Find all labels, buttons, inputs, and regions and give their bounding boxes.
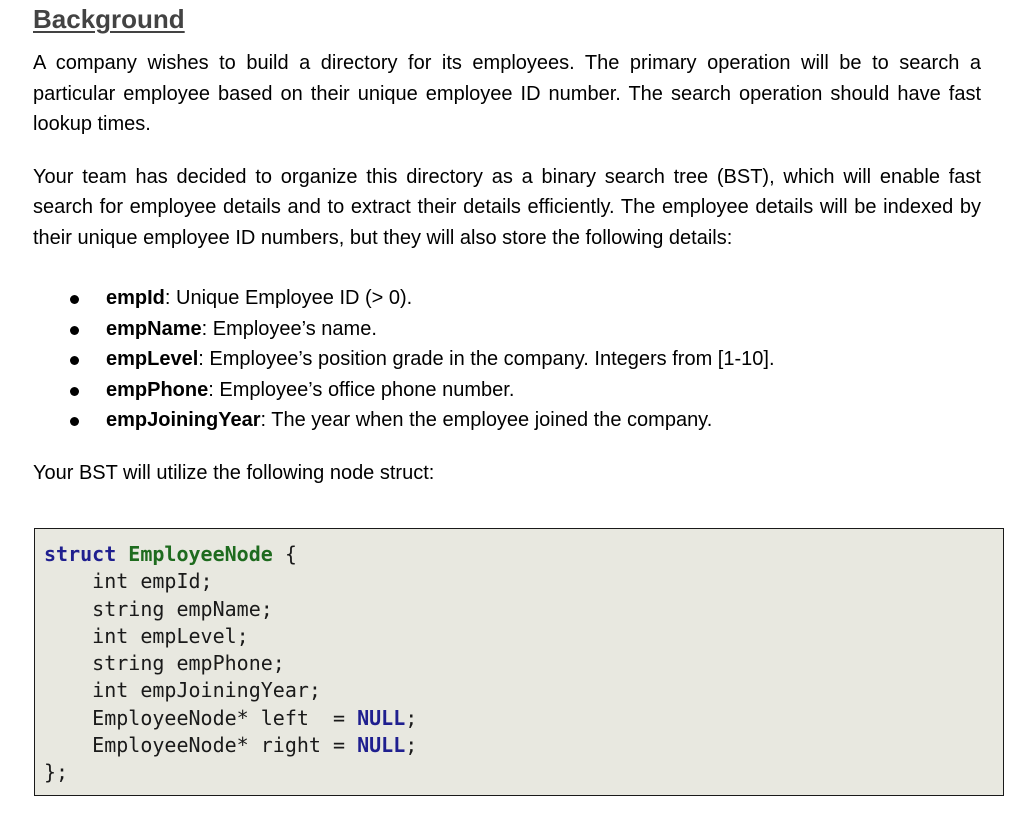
bst-paragraph: Your team has decided to organize this directory as a binary search tree (BST), which will enable fast search for employee details and to extract their details efficiently. The employee details will be indexed by their unique employee ID numbers, but they will also store the following details:	[33, 165, 981, 249]
code-line-right: EmployeeNode* right =	[44, 733, 358, 758]
field-name: empId	[106, 287, 165, 309]
field-item-emplevel	[33, 344, 981, 375]
code-line: int empJoiningYear;	[44, 678, 321, 703]
field-desc: : Unique Employee ID (> 0).	[164, 287, 413, 309]
code-struct-name: EmployeeNode	[128, 542, 273, 566]
field-name: empPhone	[106, 378, 209, 401]
code-line: int empId;	[44, 569, 213, 594]
struct-intro: Your BST will utilize the following node struct:	[33, 461, 435, 484]
code-semicolon: ;	[405, 705, 418, 730]
code-semicolon: ;	[405, 733, 418, 758]
field-name: empLevel	[106, 348, 199, 370]
field-item-empphone	[33, 375, 981, 406]
code-keyword: struct	[44, 542, 117, 566]
field-item-empid	[33, 283, 981, 314]
bullet-icon	[70, 326, 79, 335]
code-null: NULL	[357, 733, 406, 758]
document-page	[33, 0, 981, 488]
field-item-empname	[33, 314, 981, 345]
code-close: };	[44, 760, 69, 785]
bullet-icon	[70, 417, 79, 426]
code-line: int empLevel;	[44, 623, 249, 648]
code-open-brace: {	[272, 542, 297, 566]
field-desc: : The year when the employee joined the company.	[260, 409, 713, 431]
field-desc: : Employee’s position grade in the company. Integers from [1-10].	[198, 348, 775, 370]
field-item-empjoiningyear	[33, 405, 981, 436]
field-name: empName	[106, 317, 202, 340]
field-name: empJoiningYear	[106, 409, 261, 431]
bullet-icon	[70, 295, 79, 304]
code-line: string empName;	[44, 596, 273, 621]
code-null: NULL	[357, 705, 406, 730]
intro-paragraph: A company wishes to build a directory for its employees. The primary operation will be to search a particular employee based on their unique employee ID number. The search operation should have fast lookup times.	[33, 52, 981, 135]
bullet-icon	[70, 356, 79, 365]
field-desc: : Employee’s name.	[201, 317, 377, 340]
code-listing	[44, 541, 417, 787]
code-line: string empPhone;	[44, 651, 285, 676]
bullet-icon	[70, 387, 79, 396]
code-line-left: EmployeeNode* left =	[44, 705, 358, 730]
field-desc: : Employee’s office phone number.	[208, 378, 515, 401]
code-block	[34, 528, 1004, 796]
section-heading: Background	[33, 4, 185, 34]
field-list	[33, 283, 981, 436]
